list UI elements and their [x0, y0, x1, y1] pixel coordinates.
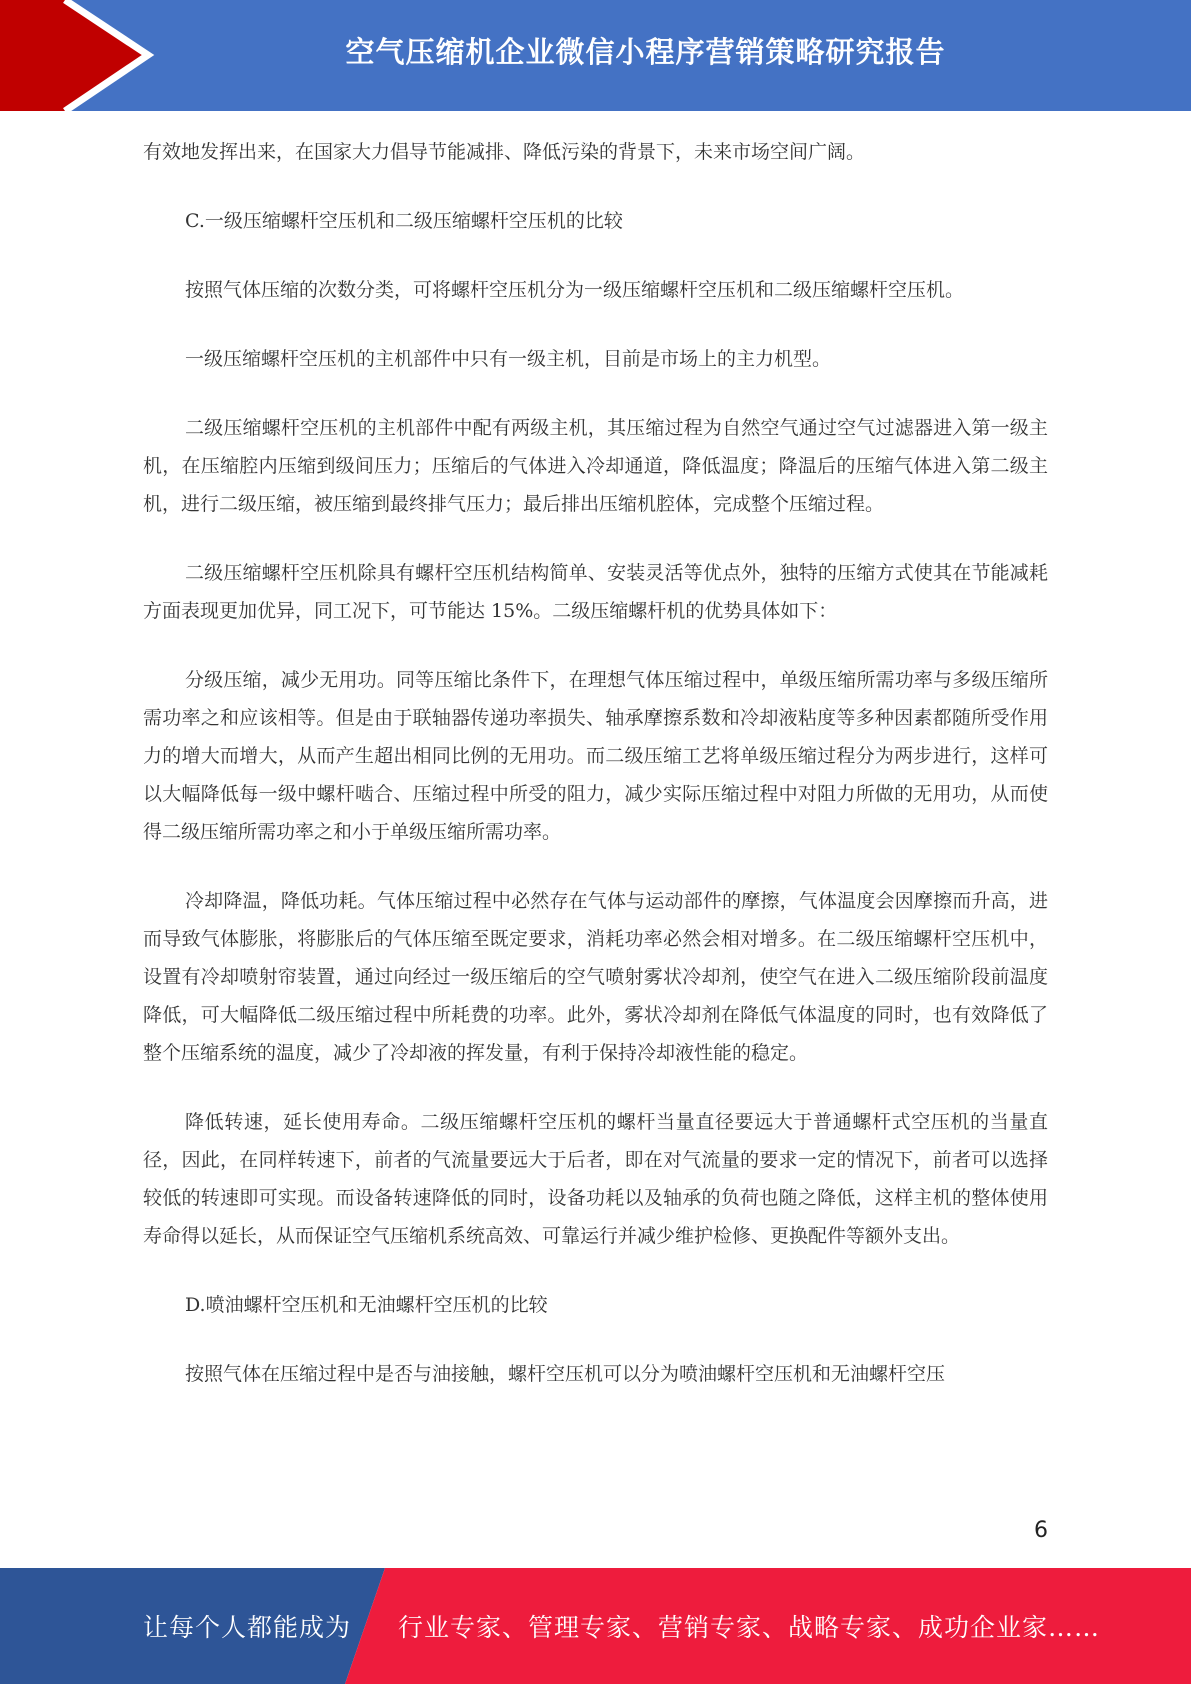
paragraph: 按照气体在压缩过程中是否与油接触，螺杆空压机可以分为喷油螺杆空压机和无油螺杆空压	[185, 1363, 946, 1385]
paragraph-continuation: 有效地发挥出来，在国家大力倡导节能减排、降低污染的背景下，未来市场空间广阔。	[143, 141, 866, 163]
paragraph: 分级压缩，减少无用功。同等压缩比条件下，在理想气体压缩过程中，单级压缩所需功率与多级压缩所需功率之和应该相等。但是由于联轴器传递功率损失、轴承摩擦系数和冷却液粘度等多种因素都随所受作用力的增大而增大，从而产生超出相同比例的无用功。而二级压缩工艺将单级压缩过程分为两步进行，这样可以大幅降低每一级中螺杆啮合、压缩过程中所受的阻力，减少实际压缩过程中对阻力所做的无用功，从而使得二级压缩所需功率之和小于单级压缩所需功率。	[143, 669, 1048, 843]
paragraph: 二级压缩螺杆空压机除具有螺杆空压机结构简单、安装灵活等优点外，独特的压缩方式使其在节能减耗方面表现更加优异，同工况下，可节能达 15%。二级压缩螺杆机的优势具体如下：	[143, 562, 1048, 622]
section-heading-d: D.喷油螺杆空压机和无油螺杆空压机的比较	[185, 1294, 548, 1316]
page-body	[143, 133, 1048, 1424]
paragraph: 二级压缩螺杆空压机的主机部件中配有两级主机，其压缩过程为自然空气通过空气过滤器进入第一级主机，在压缩腔内压缩到级间压力；压缩后的气体进入冷却通道，降低温度；降温后的压缩气体进入第二级主机，进行二级压缩，被压缩到最终排气压力；最后排出压缩机腔体，完成整个压缩过程。	[143, 417, 1048, 515]
footer-slogan-right: 行业专家、管理专家、营销专家、战略专家、成功企业家……	[398, 1613, 1101, 1642]
paragraph: 一级压缩螺杆空压机的主机部件中只有一级主机，目前是市场上的主力机型。	[185, 348, 832, 370]
paragraph: 冷却降温，降低功耗。气体压缩过程中必然存在气体与运动部件的摩擦，气体温度会因摩擦而升高，进而导致气体膨胀，将膨胀后的气体压缩至既定要求，消耗功率必然会相对增多。在二级压缩螺杆空压机中，设置有冷却喷射帘装置，通过向经过一级压缩后的空气喷射雾状冷却剂，使空气在进入二级压缩阶段前温度降低，可大幅降低二级压缩过程中所耗费的功率。此外，雾状冷却剂在降低气体温度的同时，也有效降低了整个压缩系统的温度，减少了冷却液的挥发量，有利于保持冷却液性能的稳定。	[143, 890, 1048, 1064]
page-header	[0, 0, 1191, 111]
paragraph: 按照气体压缩的次数分类，可将螺杆空压机分为一级压缩螺杆空压机和二级压缩螺杆空压机。	[185, 279, 965, 301]
report-title: 空气压缩机企业微信小程序营销策略研究报告	[345, 34, 946, 69]
page-number: 6	[1034, 1518, 1048, 1543]
footer-slogan-left: 让每个人都能成为	[143, 1613, 352, 1642]
section-heading-c: C.一级压缩螺杆空压机和二级压缩螺杆空压机的比较	[185, 210, 623, 232]
page-footer	[0, 1568, 1191, 1684]
paragraph: 降低转速，延长使用寿命。二级压缩螺杆空压机的螺杆当量直径要远大于普通螺杆式空压机的当量直径，因此，在同样转速下，前者的气流量要远大于后者，即在对气流量的要求一定的情况下，前者可以选择较低的转速即可实现。而设备转速降低的同时，设备功耗以及轴承的负荷也随之降低，这样主机的整体使用寿命得以延长，从而保证空气压缩机系统高效、可靠运行并减少维护检修、更换配件等额外支出。	[143, 1111, 1048, 1247]
